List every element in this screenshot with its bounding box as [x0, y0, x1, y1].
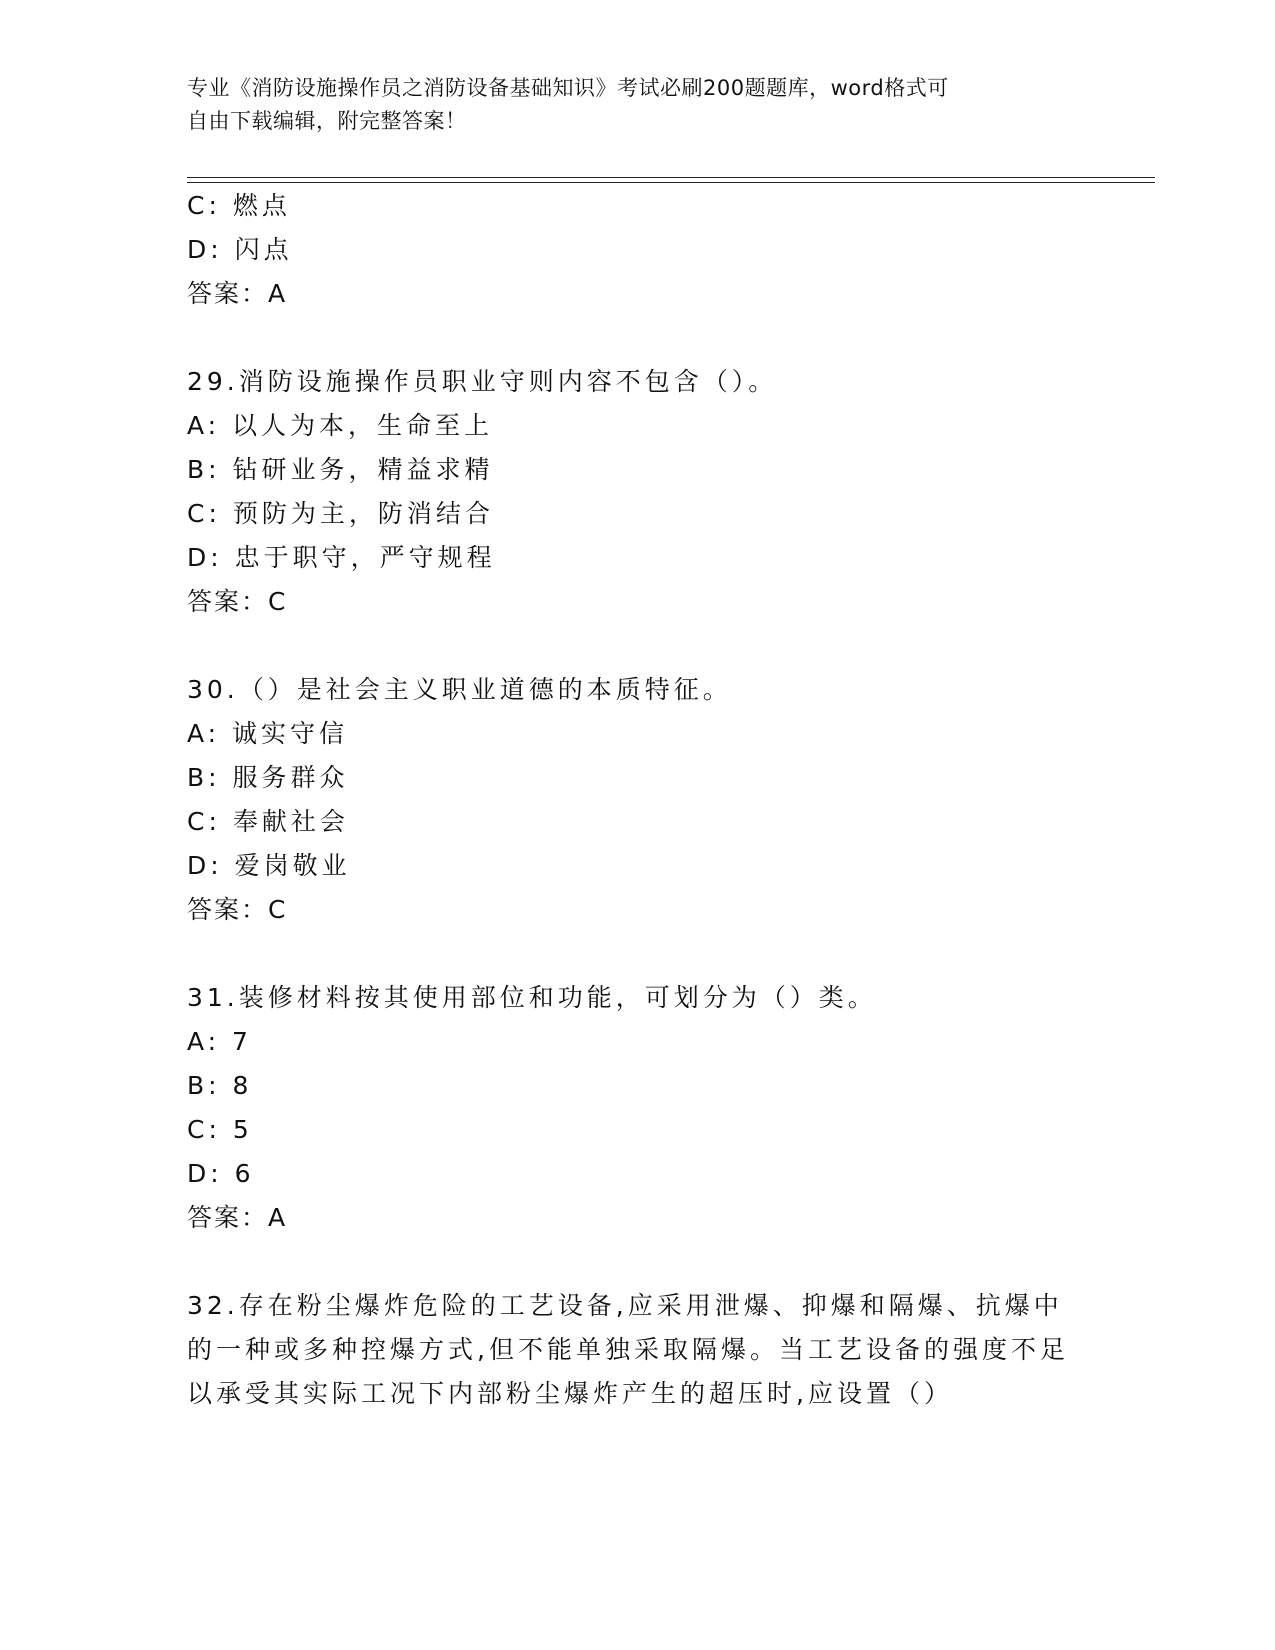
- q31-option-b: B: 8: [187, 1071, 253, 1100]
- header-rule-bottom: [187, 182, 1155, 183]
- q31-option-a: A: 7: [187, 1027, 252, 1056]
- q30-answer: 答案：C: [187, 895, 288, 924]
- q28-option-d: D: 闪点: [187, 235, 293, 264]
- q30-option-c: C: 奉献社会: [187, 807, 349, 836]
- q28-option-c: C: 燃点: [187, 191, 291, 220]
- header-rule-top: [187, 177, 1155, 178]
- q31-option-c: C: 5: [187, 1115, 253, 1144]
- q30-option-a: A: 诚实守信: [187, 719, 349, 748]
- q29-option-b: B: 钻研业务，精益求精: [187, 455, 494, 484]
- q29-option-a: A: 以人为本，生命至上: [187, 411, 494, 440]
- q31-stem: 31.装修材料按其使用部位和功能，可划分为（）类。: [187, 983, 877, 1012]
- q31-option-d: D: 6: [187, 1159, 255, 1188]
- header-title-line-1: 专业《消防设施操作员之消防设备基础知识》考试必刷200题题库，word格式可: [187, 76, 949, 100]
- q29-option-c: C: 预防为主，防消结合: [187, 499, 494, 528]
- q32-stem-line-2: 的一种或多种控爆方式,但不能单独采取隔爆。当工艺设备的强度不足: [187, 1335, 1069, 1364]
- q30-option-b: B: 服务群众: [187, 763, 349, 792]
- q29-stem: 29.消防设施操作员职业守则内容不包含（）。: [187, 367, 778, 396]
- q30-option-d: D: 爱岗敬业: [187, 851, 351, 880]
- q29-option-d: D: 忠于职守，严守规程: [187, 543, 496, 572]
- q30-stem: 30.（）是社会主义职业道德的本质特征。: [187, 675, 732, 704]
- document-header: [187, 72, 1067, 138]
- header-title-line-2: 自由下载编辑，附完整答案！: [187, 109, 467, 133]
- q28-answer: 答案：A: [187, 279, 288, 308]
- q32-stem-line-3: 以承受其实际工况下内部粉尘爆炸产生的超压时,应设置（）: [187, 1379, 953, 1408]
- q29-answer: 答案：C: [187, 587, 288, 616]
- q31-answer: 答案：A: [187, 1203, 288, 1232]
- q32-stem-line-1: 32.存在粉尘爆炸危险的工艺设备,应采用泄爆、抑爆和隔爆、抗爆中: [187, 1291, 1063, 1320]
